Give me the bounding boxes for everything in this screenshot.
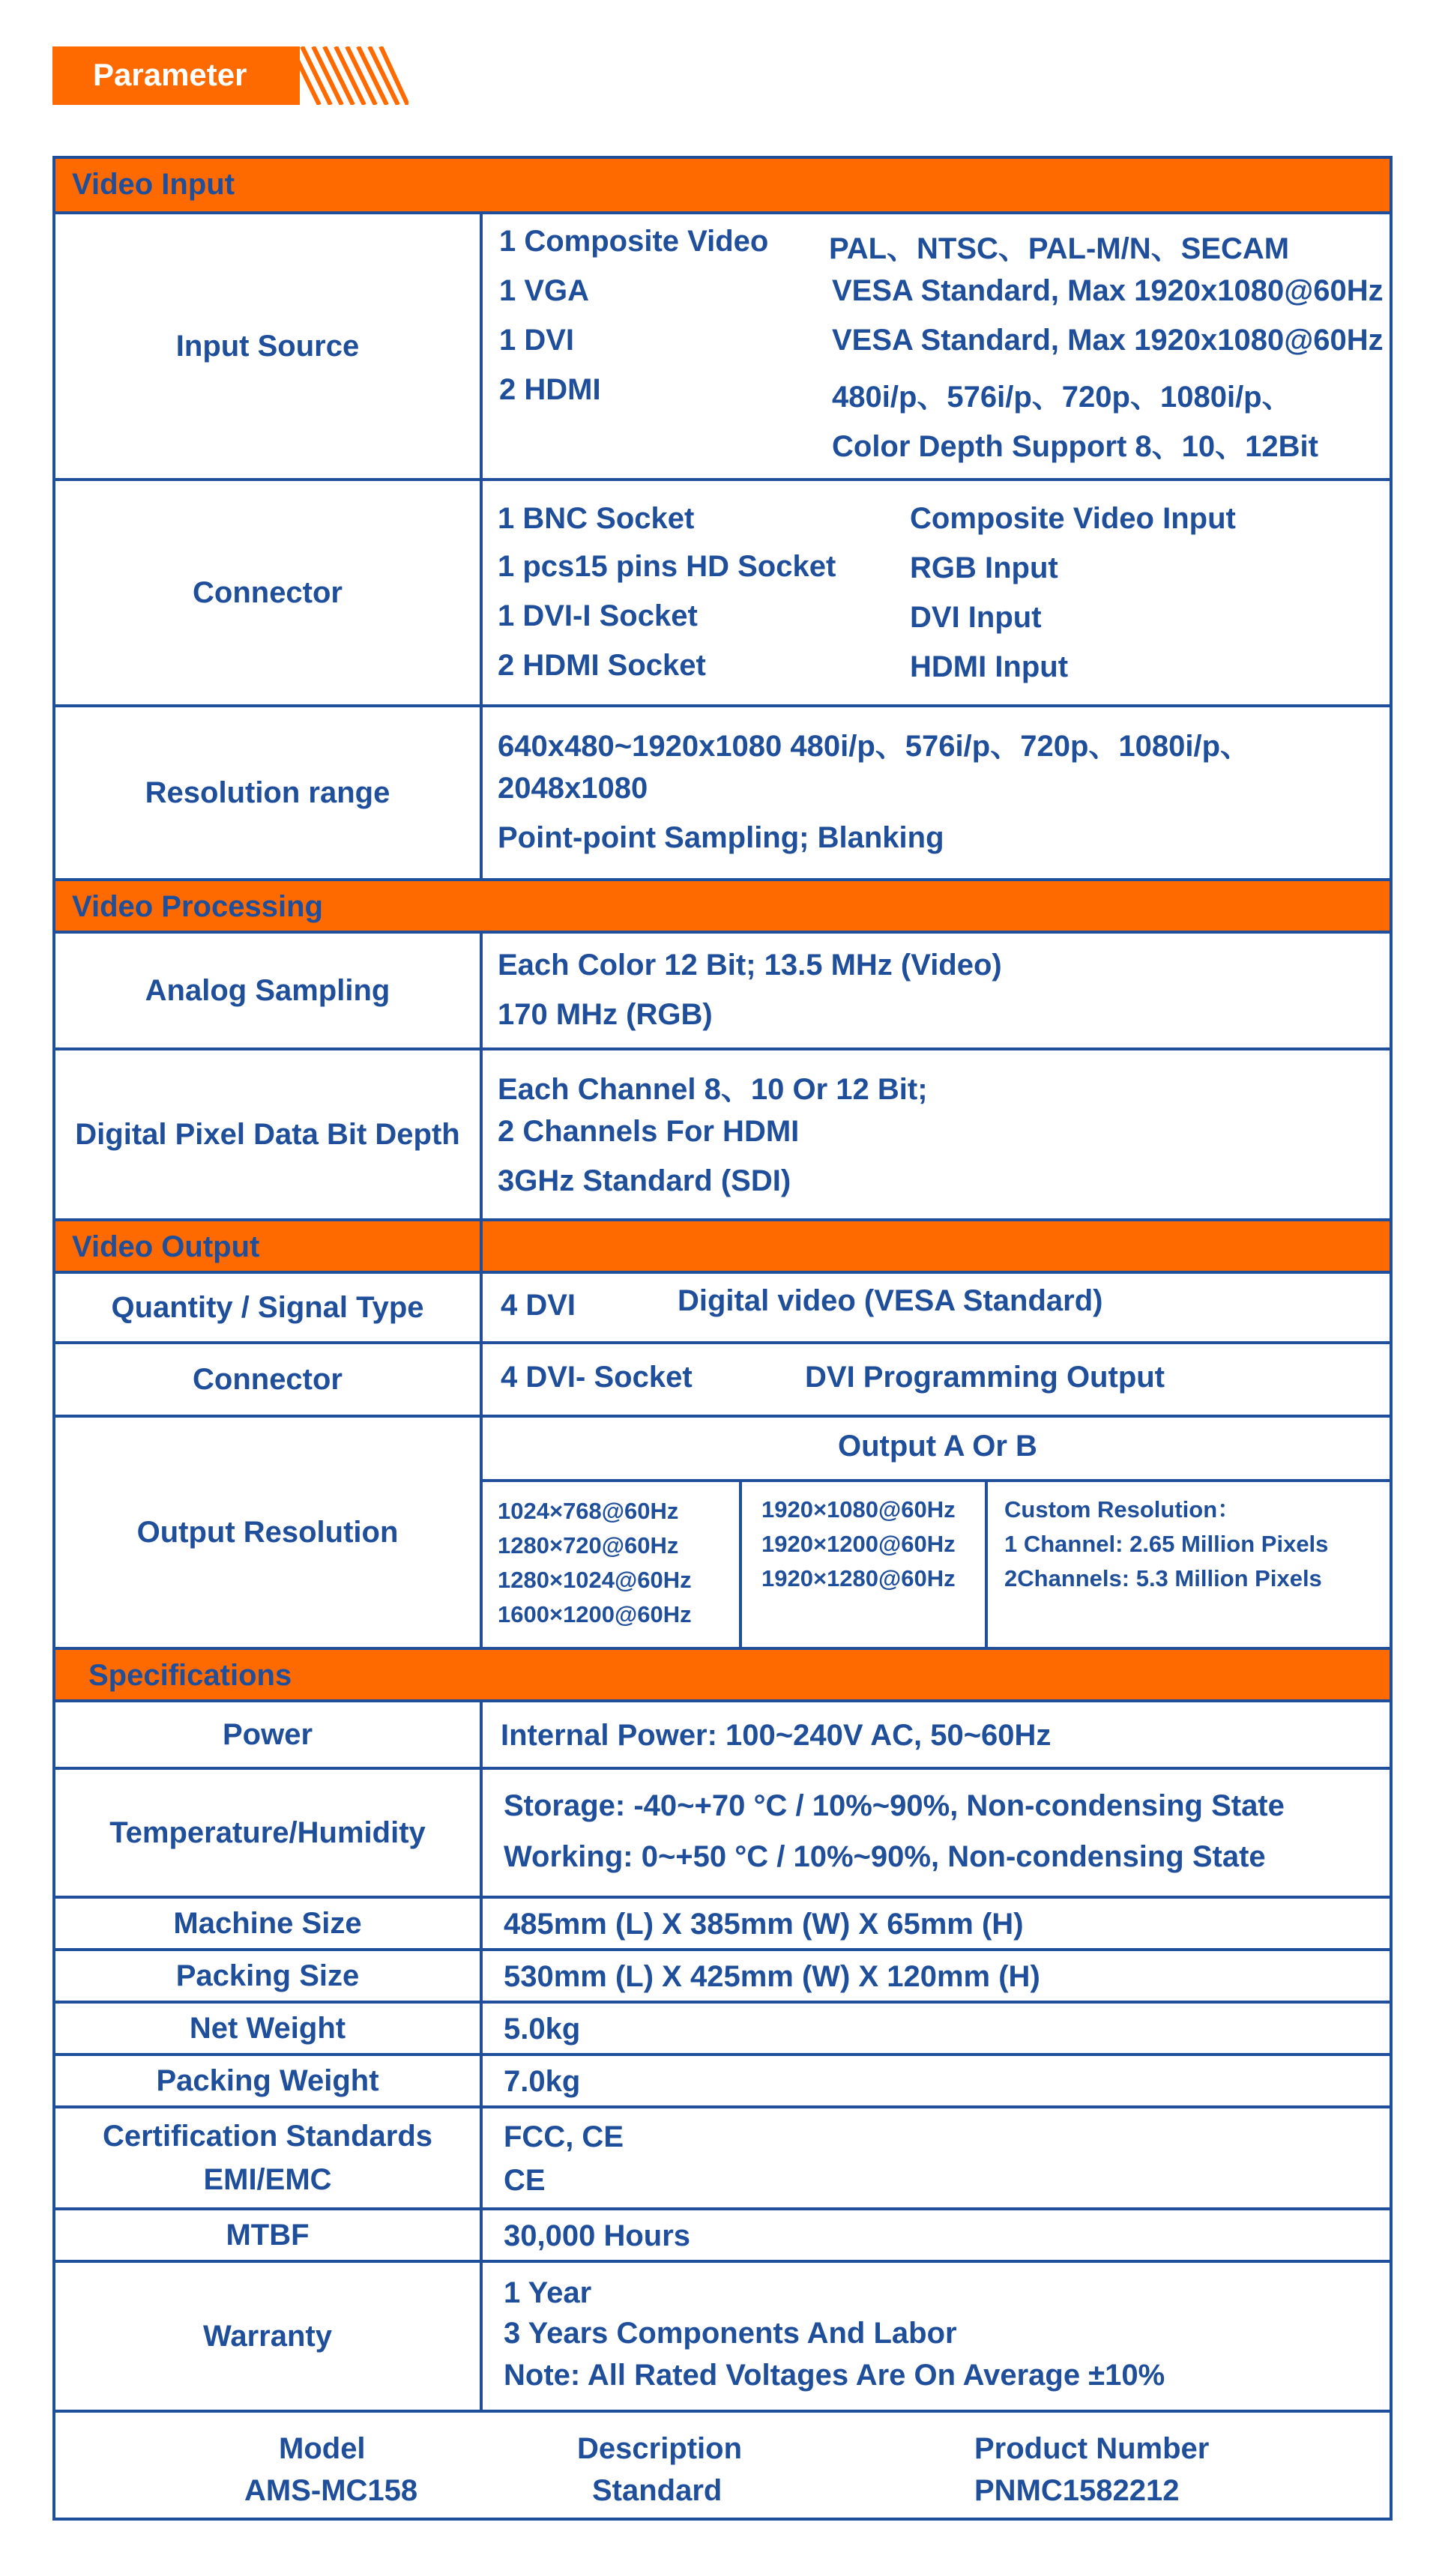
- warranty-line-2: Note: All Rated Voltages Are On Average ±10%: [504, 2359, 1165, 2392]
- product-number-value: PNMC1582212: [974, 2474, 1180, 2507]
- connector-right-3: HDMI Input: [910, 650, 1069, 683]
- subcolumn-divider: [739, 1479, 742, 1650]
- row-warranty: [55, 2260, 1390, 2410]
- input-right-3: 480i/p、576i/p、720p、1080i/p、: [832, 381, 1292, 414]
- machine-size-value: 485mm (L) X 385mm (W) X 65mm (H): [504, 1908, 1024, 1941]
- spec-table: [52, 156, 1393, 2521]
- row-label: Power: [222, 1717, 313, 1751]
- res-col1-0: 1024×768@60Hz: [498, 1498, 679, 1524]
- description-value: Standard: [592, 2474, 722, 2507]
- row-label: Connector: [193, 1362, 343, 1396]
- certification-value-1: FCC, CE: [504, 2120, 624, 2153]
- section-video-processing: [55, 878, 1390, 934]
- section-label: Specifications: [88, 1659, 292, 1692]
- column-divider: [480, 1702, 483, 1767]
- row-label: Resolution range: [145, 775, 390, 809]
- column-divider: [480, 1274, 483, 1341]
- res-col1-3: 1600×1200@60Hz: [498, 1601, 692, 1627]
- column-divider: [480, 2210, 483, 2260]
- row-label: Warranty: [203, 2319, 332, 2353]
- connector-right-2: DVI Input: [910, 601, 1042, 634]
- connector-out-right: DVI Programming Output: [805, 1361, 1165, 1394]
- connector-left-3: 2 HDMI Socket: [498, 649, 706, 682]
- section-video-input: [55, 159, 1390, 211]
- row-packing-size: [55, 1948, 1390, 2001]
- row-output-resolution: [55, 1415, 1390, 1647]
- product-number-header: Product Number: [974, 2432, 1210, 2465]
- connector-left-2: 1 DVI-I Socket: [498, 599, 698, 632]
- resolution-line-1: 2048x1080: [498, 772, 648, 805]
- row-bit-depth: [55, 1047, 1390, 1218]
- row-label: Connector: [193, 575, 343, 609]
- warranty-line-1: 3 Years Components And Labor: [504, 2317, 957, 2350]
- column-divider: [480, 707, 483, 878]
- input-left-0: 1 Composite Video: [499, 225, 769, 258]
- column-divider: [480, 934, 483, 1047]
- res-col1-1: 1280×720@60Hz: [498, 1532, 679, 1558]
- row-net-weight: [55, 2001, 1390, 2053]
- res-col3-0: Custom Resolution：: [1004, 1496, 1241, 1523]
- row-label: Machine Size: [173, 1906, 362, 1940]
- analog-line-1: 170 MHz (RGB): [498, 998, 713, 1031]
- res-col2-0: 1920×1080@60Hz: [761, 1496, 956, 1523]
- row-label: Quantity / Signal Type: [111, 1290, 424, 1324]
- row-label: Temperature/Humidity: [109, 1815, 426, 1849]
- mtbf-value: 30,000 Hours: [504, 2219, 691, 2252]
- row-analog-sampling: [55, 931, 1390, 1047]
- row-model-table: [55, 2410, 1390, 2521]
- output-heading: Output A Or B: [838, 1430, 1037, 1463]
- column-divider: [480, 1418, 483, 1647]
- input-left-1: 1 VGA: [499, 274, 590, 307]
- row-label: Input Source: [175, 329, 360, 363]
- res-col2-1: 1920×1200@60Hz: [761, 1531, 956, 1557]
- quantity-left: 4 DVI: [501, 1289, 576, 1322]
- bit-depth-line-0: Each Channel 8、10 Or 12 Bit;: [498, 1073, 928, 1106]
- description-header: Description: [577, 2432, 743, 2465]
- row-temperature: [55, 1767, 1390, 1896]
- connector-right-1: RGB Input: [910, 551, 1058, 584]
- row-connector-in: [55, 478, 1390, 704]
- row-label: Digital Pixel Data Bit Depth: [75, 1117, 460, 1151]
- res-col1-2: 1280×1024@60Hz: [498, 1567, 692, 1593]
- bit-depth-line-2: 3GHz Standard (SDI): [498, 1164, 791, 1197]
- model-header: Model: [279, 2432, 366, 2465]
- column-divider: [480, 2004, 483, 2053]
- quantity-right: Digital video (VESA Standard): [678, 1284, 1103, 1317]
- certification-label-2: EMI/EMC: [203, 2163, 332, 2196]
- section-video-output: [55, 1218, 1390, 1274]
- row-certification: [55, 2105, 1390, 2207]
- row-connector-out: [55, 1341, 1390, 1415]
- input-left-2: 1 DVI: [499, 324, 575, 357]
- section-label: Video Input: [72, 168, 235, 201]
- row-resolution-range: [55, 704, 1390, 878]
- column-divider: [480, 1050, 483, 1218]
- page-title: Parameter: [93, 57, 247, 92]
- bit-depth-line-1: 2 Channels For HDMI: [498, 1115, 800, 1148]
- subcolumn-divider: [985, 1479, 988, 1650]
- res-col3-2: 2Channels: 5.3 Million Pixels: [1004, 1565, 1322, 1591]
- row-machine-size: [55, 1896, 1390, 1948]
- temperature-line-1: Working: 0~+50 °C / 10%~90%, Non-condensing State: [504, 1840, 1266, 1873]
- connector-left-1: 1 pcs15 pins HD Socket: [498, 550, 836, 583]
- column-divider: [480, 2056, 483, 2105]
- row-label: [55, 2108, 480, 2207]
- row-input-source: [55, 211, 1390, 478]
- column-divider: [480, 1951, 483, 2001]
- resolution-line-2: Point-point Sampling; Blanking: [498, 821, 944, 854]
- model-value: AMS-MC158: [244, 2474, 418, 2507]
- parameter-banner: [52, 46, 408, 105]
- temperature-line-0: Storage: -40~+70 °C / 10%~90%, Non-condensing State: [504, 1789, 1285, 1822]
- warranty-line-0: 1 Year: [504, 2276, 592, 2309]
- column-divider: [480, 1344, 483, 1415]
- connector-right-0: Composite Video Input: [910, 502, 1236, 535]
- row-label: Packing Size: [175, 1959, 360, 1992]
- packing-weight-value: 7.0kg: [504, 2065, 581, 2098]
- input-right-0: PAL、NTSC、PAL-M/N、SECAM: [829, 232, 1290, 265]
- row-quantity: [55, 1271, 1390, 1341]
- row-packing-weight: [55, 2053, 1390, 2105]
- resolution-line-0: 640x480~1920x1080 480i/p、576i/p、720p、1080i/p、: [498, 730, 1251, 763]
- net-weight-value: 5.0kg: [504, 2013, 581, 2046]
- certification-label-1: Certification Standards: [102, 2120, 433, 2153]
- packing-size-value: 530mm (L) X 425mm (W) X 120mm (H): [504, 1960, 1040, 1993]
- section-specifications: [55, 1647, 1390, 1702]
- column-divider: [480, 1221, 483, 1274]
- column-divider: [480, 2108, 483, 2207]
- input-right-2: VESA Standard, Max 1920x1080@60Hz: [832, 324, 1384, 357]
- input-right-1: VESA Standard, Max 1920x1080@60Hz: [832, 274, 1384, 307]
- row-label: Net Weight: [189, 2011, 346, 2045]
- connector-out-left: 4 DVI- Socket: [501, 1361, 693, 1394]
- res-col2-2: 1920×1280@60Hz: [761, 1565, 956, 1591]
- analog-line-0: Each Color 12 Bit; 13.5 MHz (Video): [498, 949, 1002, 982]
- column-divider: [480, 214, 483, 478]
- power-value: Internal Power: 100~240V AC, 50~60Hz: [501, 1719, 1052, 1752]
- section-label: Video Output: [72, 1230, 260, 1263]
- certification-value-2: CE: [504, 2164, 546, 2197]
- row-label: MTBF: [226, 2218, 310, 2252]
- column-divider: [480, 481, 483, 704]
- column-divider: [480, 2263, 483, 2410]
- input-right-4: Color Depth Support 8、10、12Bit: [832, 430, 1318, 463]
- subheader-divider: [480, 1479, 1390, 1482]
- row-power: [55, 1699, 1390, 1767]
- section-label: Video Processing: [72, 890, 323, 923]
- column-divider: [480, 1899, 483, 1948]
- row-label: Packing Weight: [156, 2063, 379, 2097]
- res-col3-1: 1 Channel: 2.65 Million Pixels: [1004, 1531, 1329, 1557]
- row-label: Output Resolution: [136, 1515, 399, 1549]
- column-divider: [480, 1770, 483, 1896]
- input-left-3: 2 HDMI: [499, 373, 601, 406]
- row-mtbf: [55, 2207, 1390, 2260]
- connector-left-0: 1 BNC Socket: [498, 502, 695, 535]
- row-label: Analog Sampling: [145, 973, 390, 1007]
